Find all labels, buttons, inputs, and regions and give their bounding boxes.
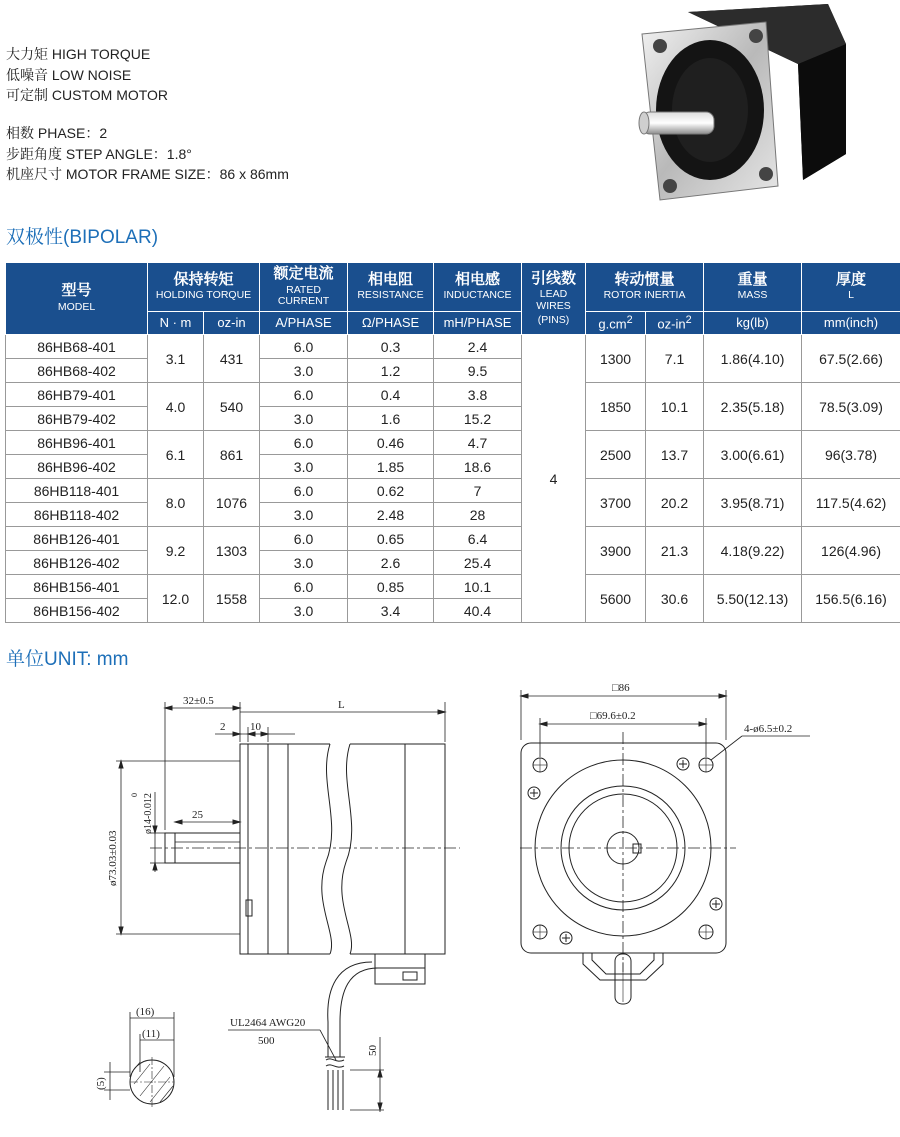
cell-inductance: 40.4 [434, 599, 522, 623]
cell-inductance: 4.7 [434, 431, 522, 455]
unit-inductance: mH/PHASE [434, 312, 522, 335]
cell-model: 86HB68-401 [6, 335, 148, 359]
header-resistance: 相电阻 RESISTANCE [348, 263, 434, 312]
side-view [116, 702, 460, 1112]
feature-high-torque: 大力矩 HIGH TORQUE [6, 46, 151, 62]
cell-inductance: 10.1 [434, 575, 522, 599]
dim-696-label: □69.6±0.2 [590, 710, 636, 722]
cell-length: 156.5(6.16) [802, 575, 900, 623]
dim-L-label: L [338, 699, 345, 711]
cell-current: 3.0 [260, 503, 348, 527]
header-length: 厚度 L [802, 263, 900, 312]
unit-mass: kg(lb) [704, 312, 802, 335]
cell-length: 126(4.96) [802, 527, 900, 575]
cell-torque-ozin: 1076 [204, 479, 260, 527]
cell-model: 86HB118-401 [6, 479, 148, 503]
cell-length: 67.5(2.66) [802, 335, 900, 383]
cell-torque-ozin: 431 [204, 335, 260, 383]
unit-torque-ozin: oz-in [204, 312, 260, 335]
unit-inertia-oz: $oz-in^2$ [646, 312, 704, 335]
cell-inertia-g: 3900 [586, 527, 646, 575]
cable-length-label: 500 [258, 1035, 275, 1047]
dim-32-label: 32±0.5 [183, 695, 214, 707]
cell-inductance: 25.4 [434, 551, 522, 575]
cable-type-label: UL2464 AWG20 [230, 1017, 306, 1029]
header-inertia: 转动惯量 ROTOR INERTIA [586, 263, 704, 312]
cell-torque-nm: 9.2 [148, 527, 204, 575]
header-inductance: 相电感 INDUCTANCE [434, 263, 522, 312]
cell-inductance: 15.2 [434, 407, 522, 431]
cell-inertia-oz: 30.6 [646, 575, 704, 623]
cell-length: 117.5(4.62) [802, 479, 900, 527]
table-row [6, 383, 900, 407]
dim-shaft-label: ø14-0.012 [143, 793, 154, 834]
cell-inertia-oz: 13.7 [646, 431, 704, 479]
cell-inertia-oz: 20.2 [646, 479, 704, 527]
cell-model: 86HB79-401 [6, 383, 148, 407]
cell-model: 86HB156-402 [6, 599, 148, 623]
dim-11-label: (11) [142, 1028, 160, 1040]
cell-resistance: 1.85 [348, 455, 434, 479]
cell-resistance: 0.46 [348, 431, 434, 455]
cell-inertia-g: 1850 [586, 383, 646, 431]
cell-resistance: 2.48 [348, 503, 434, 527]
dim-holes-label: 4-ø6.5±0.2 [744, 723, 793, 735]
spec-table [5, 262, 900, 623]
cell-torque-nm: 8.0 [148, 479, 204, 527]
table-row [6, 479, 900, 503]
cell-current: 3.0 [260, 551, 348, 575]
cell-current: 3.0 [260, 359, 348, 383]
side-view-labels [107, 695, 379, 1056]
cell-model: 86HB118-402 [6, 503, 148, 527]
shaft-section-labels [95, 1006, 160, 1090]
header-model: 型号 MODEL [6, 263, 148, 335]
lead-length-label: 50 [367, 1045, 379, 1056]
cell-mass: 4.18(9.22) [704, 527, 802, 575]
section-title-bipolar: 双极性(BIPOLAR) [6, 227, 159, 248]
cell-mass: 3.95(8.71) [704, 479, 802, 527]
cell-resistance: 0.4 [348, 383, 434, 407]
cell-current: 6.0 [260, 431, 348, 455]
section-title-unit: 单位UNIT: mm [6, 649, 129, 670]
dim-5-label: (5) [95, 1077, 107, 1090]
cell-lead-wires: 4 [522, 335, 586, 623]
cell-resistance: 2.6 [348, 551, 434, 575]
table-row [6, 335, 900, 359]
unit-inertia-g: $g.cm^2$ [586, 312, 646, 335]
spec-frame-size: 机座尺寸 MOTOR FRAME SIZE：86 x 86mm [6, 166, 289, 182]
cell-inertia-g: 3700 [586, 479, 646, 527]
cell-inductance: 6.4 [434, 527, 522, 551]
spec-step-angle: 步距角度 STEP ANGLE：1.8° [6, 145, 192, 162]
cell-resistance: 3.4 [348, 599, 434, 623]
table-row [6, 575, 900, 599]
cell-torque-nm: 6.1 [148, 431, 204, 479]
cell-inductance: 7 [434, 479, 522, 503]
dim-pilot-label: ø73.03±0.03 [107, 830, 119, 886]
dimension-drawing [0, 672, 900, 1137]
header-torque: 保持转矩 HOLDING TORQUE [148, 263, 260, 312]
unit-current: A/PHASE [260, 312, 348, 335]
header-lead-wires: 引线数 LEAD WIRES (PINS) [522, 263, 586, 335]
cell-mass: 1.86(4.10) [704, 335, 802, 383]
cell-torque-nm: 3.1 [148, 335, 204, 383]
spec-phase: 相数 PHASE：2 [6, 125, 108, 141]
cell-inertia-oz: 10.1 [646, 383, 704, 431]
header-mass: 重量 MASS [704, 263, 802, 312]
cell-model: 86HB79-402 [6, 407, 148, 431]
header-current: 额定电流 RATED CURRENT [260, 263, 348, 312]
cell-resistance: 0.85 [348, 575, 434, 599]
cell-torque-ozin: 861 [204, 431, 260, 479]
cell-length: 78.5(3.09) [802, 383, 900, 431]
cell-torque-nm: 4.0 [148, 383, 204, 431]
cell-inductance: 28 [434, 503, 522, 527]
cell-resistance: 0.65 [348, 527, 434, 551]
cell-current: 6.0 [260, 575, 348, 599]
cell-model: 86HB96-402 [6, 455, 148, 479]
cell-torque-ozin: 1558 [204, 575, 260, 623]
cell-model: 86HB96-401 [6, 431, 148, 455]
cell-torque-ozin: 540 [204, 383, 260, 431]
cell-resistance: 0.3 [348, 335, 434, 359]
cell-model: 86HB156-401 [6, 575, 148, 599]
unit-length: mm(inch) [802, 312, 900, 335]
motor-photo [628, 4, 860, 210]
cell-resistance: 0.62 [348, 479, 434, 503]
cell-current: 3.0 [260, 407, 348, 431]
dim-10-label: 10 [250, 721, 261, 733]
dim-2-label: 2 [220, 721, 226, 733]
feature-low-noise: 低噪音 LOW NOISE [6, 66, 132, 83]
cell-resistance: 1.6 [348, 407, 434, 431]
cell-inductance: 9.5 [434, 359, 522, 383]
cell-model: 86HB68-402 [6, 359, 148, 383]
cell-mass: 3.00(6.61) [704, 431, 802, 479]
cell-current: 3.0 [260, 455, 348, 479]
cell-inertia-oz: 21.3 [646, 527, 704, 575]
cell-inertia-g: 2500 [586, 431, 646, 479]
cell-current: 6.0 [260, 335, 348, 359]
cell-current: 6.0 [260, 527, 348, 551]
cell-inductance: 18.6 [434, 455, 522, 479]
dim-16-label: (16) [136, 1006, 155, 1018]
feature-custom-motor: 可定制 CUSTOM MOTOR [6, 87, 169, 103]
front-view-labels [590, 682, 792, 735]
unit-resistance: Ω/PHASE [348, 312, 434, 335]
cell-torque-nm: 12.0 [148, 575, 204, 623]
cell-mass: 5.50(12.13) [704, 575, 802, 623]
cell-inertia-g: 5600 [586, 575, 646, 623]
front-view [520, 690, 810, 1004]
cell-current: 6.0 [260, 383, 348, 407]
cell-torque-ozin: 1303 [204, 527, 260, 575]
cell-current: 3.0 [260, 599, 348, 623]
cell-inductance: 2.4 [434, 335, 522, 359]
dim-shaft-top-label: 0 [130, 793, 139, 797]
cell-inductance: 3.8 [434, 383, 522, 407]
cell-length: 96(3.78) [802, 431, 900, 479]
table-row [6, 431, 900, 455]
dim-25-label: 25 [192, 809, 203, 821]
cell-current: 6.0 [260, 479, 348, 503]
spec-list [6, 123, 289, 185]
cell-inertia-oz: 7.1 [646, 335, 704, 383]
cell-model: 86HB126-401 [6, 527, 148, 551]
feature-list [6, 44, 168, 106]
table-row [6, 527, 900, 551]
cell-resistance: 1.2 [348, 359, 434, 383]
cell-inertia-g: 1300 [586, 335, 646, 383]
shaft-section-detail [104, 1012, 174, 1108]
dim-86-label: □86 [612, 682, 630, 694]
unit-torque-nm: N · m [148, 312, 204, 335]
cell-mass: 2.35(5.18) [704, 383, 802, 431]
cell-model: 86HB126-402 [6, 551, 148, 575]
